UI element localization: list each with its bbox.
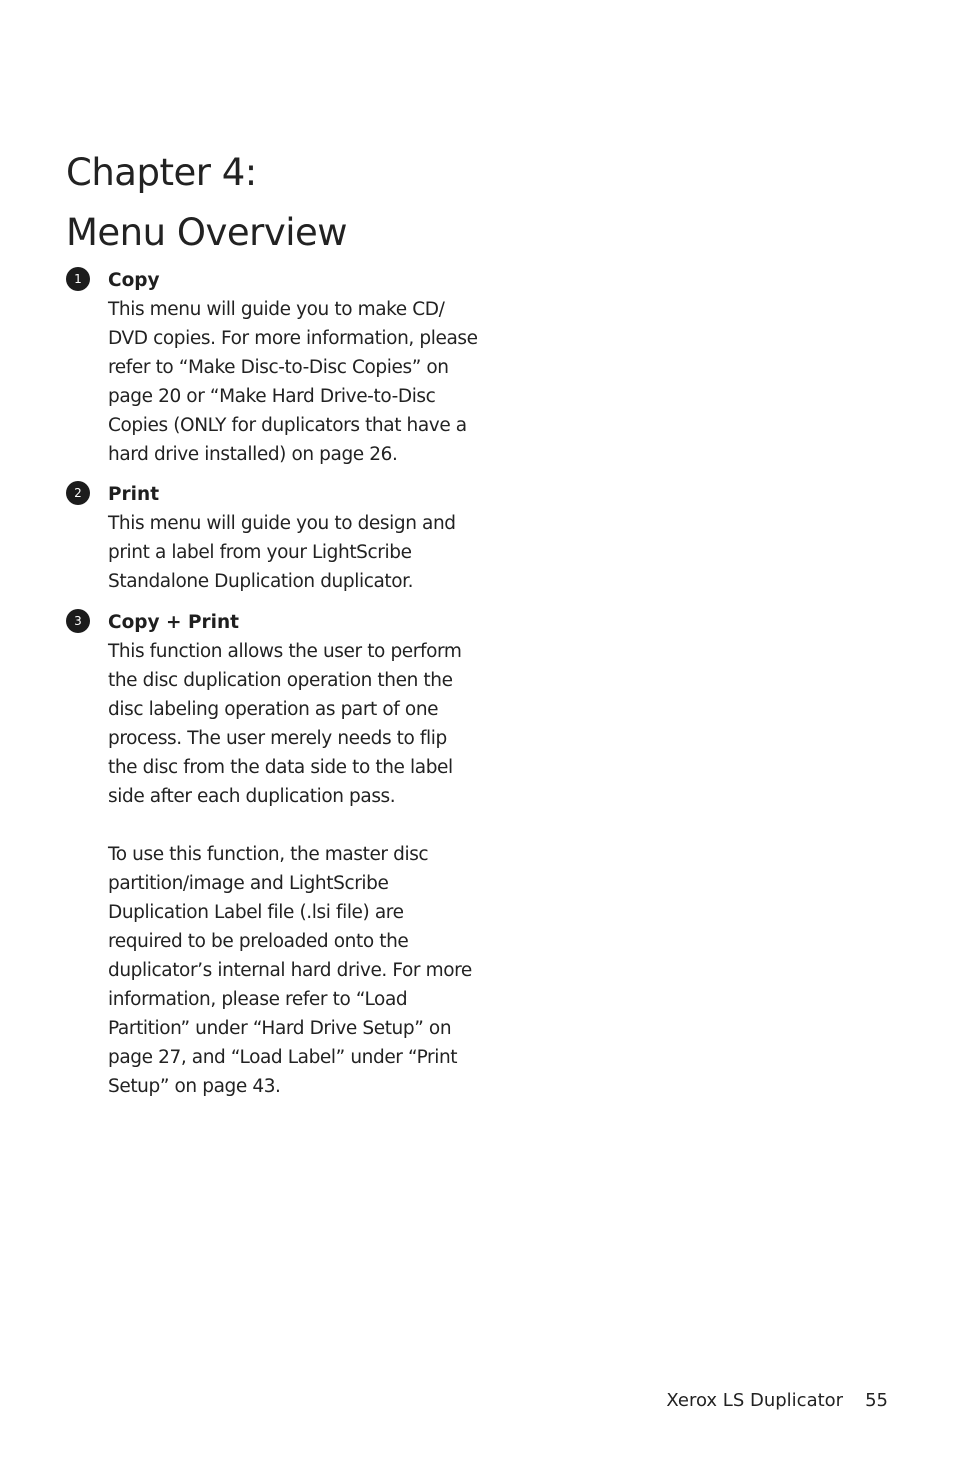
text-line: This function allows the user to perform [108,641,462,662]
item-description [108,509,498,596]
item-description [108,637,498,811]
item-content [108,480,498,596]
text-line: side after each duplication pass. [108,786,396,807]
item-description-continued [108,840,498,1101]
text-line: This menu will guide you to make CD/ [108,299,445,320]
text-line: Setup” on page 43. [108,1076,281,1097]
page-number: 55 [865,1390,888,1411]
text-line: Duplication Label file (.lsi file) are [108,902,404,923]
text-line: refer to “Make Disc-to-Disc Copies” on [108,357,449,378]
page-footer [666,1389,888,1413]
product-name: Xerox LS Duplicator [666,1390,844,1411]
text-line: information, please refer to “Load [108,989,408,1010]
item-content [108,266,498,469]
number-badge: 3 [66,609,90,633]
page-title: Menu Overview [66,211,348,254]
text-line: Partition” under “Hard Drive Setup” on [108,1018,452,1039]
chapter-label: Chapter 4: [66,151,257,194]
text-line: DVD copies. For more information, please [108,328,478,349]
text-line: page 27, and “Load Label” under “Print [108,1047,458,1068]
number-badge: 1 [66,267,90,291]
text-line: hard drive installed) on page 26. [108,444,398,465]
text-line: print a label from your LightScribe [108,542,412,563]
number-badge: 2 [66,481,90,505]
text-line: required to be preloaded onto the [108,931,409,952]
item-heading: Print [108,484,160,505]
item-description [108,295,498,469]
text-line: To use this function, the master disc [108,844,429,865]
text-line: partition/image and LightScribe [108,873,389,894]
item-heading: Copy [108,270,160,291]
text-line: the disc from the data side to the label [108,757,453,778]
text-line: Standalone Duplication duplicator. [108,571,414,592]
text-line: the disc duplication operation then the [108,670,453,691]
item-heading: Copy + Print [108,612,240,633]
text-line: page 20 or “Make Hard Drive-to-Disc [108,386,436,407]
text-line: disc labeling operation as part of one [108,699,439,720]
text-line: This menu will guide you to design and [108,513,456,534]
item-content [108,608,498,1101]
text-line: duplicator’s internal hard drive. For more [108,960,472,981]
text-line: Copies (ONLY for duplicators that have a [108,415,467,436]
text-line: process. The user merely needs to flip [108,728,447,749]
